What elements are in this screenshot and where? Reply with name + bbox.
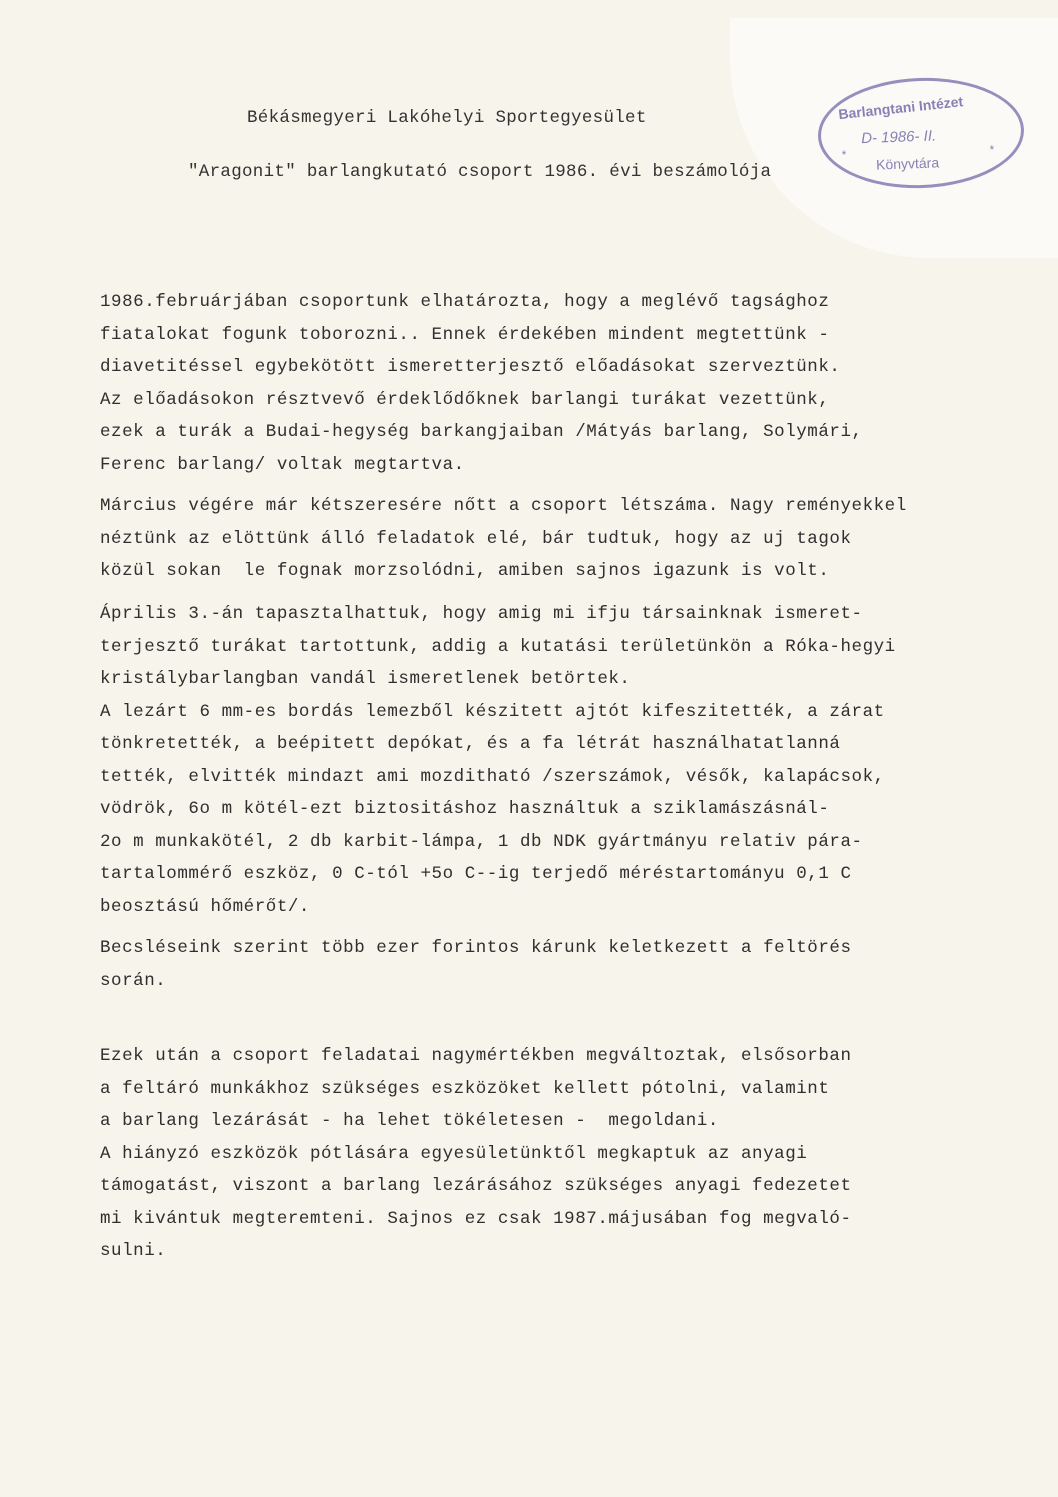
text-line: terjesztő turákat tartottunk, addig a kutatási területünkön a Róka-hegyi <box>100 636 896 657</box>
stamp-library: Könyvtára <box>875 154 940 173</box>
paragraph-membership <box>100 490 940 588</box>
text-line: kristálybarlangban vandál ismeretlenek betörtek. <box>100 669 631 689</box>
text-line: ezek a turák a Budai-hegység barkangjaiban /Mátyás barlang, Solymári, <box>100 422 863 442</box>
text-line: beosztású hőmérőt/. <box>100 896 310 917</box>
stamp-star-icon: * <box>989 142 995 157</box>
paragraph-recruitment <box>100 286 940 481</box>
text-line: támogatást, viszont a barlang lezárásához szükséges anyagi fedezetet <box>100 1176 852 1196</box>
text-line: Becsléseink szerint több ezer forintos kárunk keletkezett a feltörés <box>100 938 852 958</box>
text-line: Az előadásokon résztvevő érdeklődőknek barlangi turákat vezettünk, <box>100 389 830 410</box>
text-line: 2o m munkakötél, 2 db karbit-lámpa, 1 db NDK gyártmányu relativ pára- <box>100 831 863 852</box>
paragraph-damage <box>100 932 940 997</box>
text-line: 1986.februárjában csoportunk elhatározta, hogy a meglévő tagsághoz <box>100 292 830 312</box>
paragraph-consequences <box>100 1040 940 1268</box>
text-line: tartalommérő eszköz, 0 C-tól +5o C--ig terjedő méréstartományu 0,1 C <box>100 864 852 884</box>
stamp-institute: Barlangtani Intézet <box>837 93 964 123</box>
paragraph-break-in <box>100 598 940 923</box>
text-line: diavetitéssel egybekötött ismeretterjesztő előadásokat szerveztünk. <box>100 357 841 377</box>
stamp-catalog-number: D- 1986- II. <box>860 127 937 148</box>
text-line: mi kivántuk megteremteni. Sajnos ez csak 1987.májusában fog megvaló- <box>100 1208 852 1229</box>
text-line: néztünk az elöttünk álló feladatok elé, bár tudtuk, hogy az uj tagok <box>100 528 852 549</box>
text-line: Március végére már kétszeresére nőtt a csoport létszáma. Nagy reményekkel <box>100 496 907 516</box>
organization-title: Békásmegyeri Lakóhelyi Sportegyesület <box>247 108 647 128</box>
text-line: tették, elvitték mindazt ami mozditható /szerszámok, vésők, kalapácsok, <box>100 766 885 787</box>
text-line: a feltáró munkákhoz szükséges eszközöket kellett pótolni, valamint <box>100 1078 830 1099</box>
text-line: a barlang lezárását - ha lehet tökéletesen - megoldani. <box>100 1111 719 1131</box>
text-line: során. <box>100 970 167 991</box>
text-line: közül sokan le fognak morzsolódni, amiben sajnos igazunk is volt. <box>100 561 830 581</box>
report-title: "Aragonit" barlangkutató csoport 1986. évi beszámolója <box>188 162 772 182</box>
text-line: A lezárt 6 mm-es bordás lemezből készitett ajtót kifeszitették, a zárat <box>100 701 885 722</box>
text-line: vödrök, 6o m kötél-ezt biztositáshoz használtuk a sziklamászásnál- <box>100 799 830 819</box>
text-line: Ezek után a csoport feladatai nagymértékben megváltoztak, elsősorban <box>100 1046 852 1066</box>
text-line: sulni. <box>100 1241 167 1261</box>
stamp-star-icon: * <box>841 147 847 162</box>
text-line: fiatalokat fogunk toborozni.. Ennek érdekében mindent megtettünk - <box>100 324 830 345</box>
text-line: Április 3.-án tapasztalhattuk, hogy amig mi ifju társainknak ismeret- <box>100 604 863 624</box>
text-line: A hiányzó eszközök pótlására egyesületünktől megkaptuk az anyagi <box>100 1143 808 1164</box>
text-line: tönkretették, a beépitett depókat, és a fa létrát használhatatlanná <box>100 734 841 754</box>
text-line: Ferenc barlang/ voltak megtartva. <box>100 454 465 475</box>
